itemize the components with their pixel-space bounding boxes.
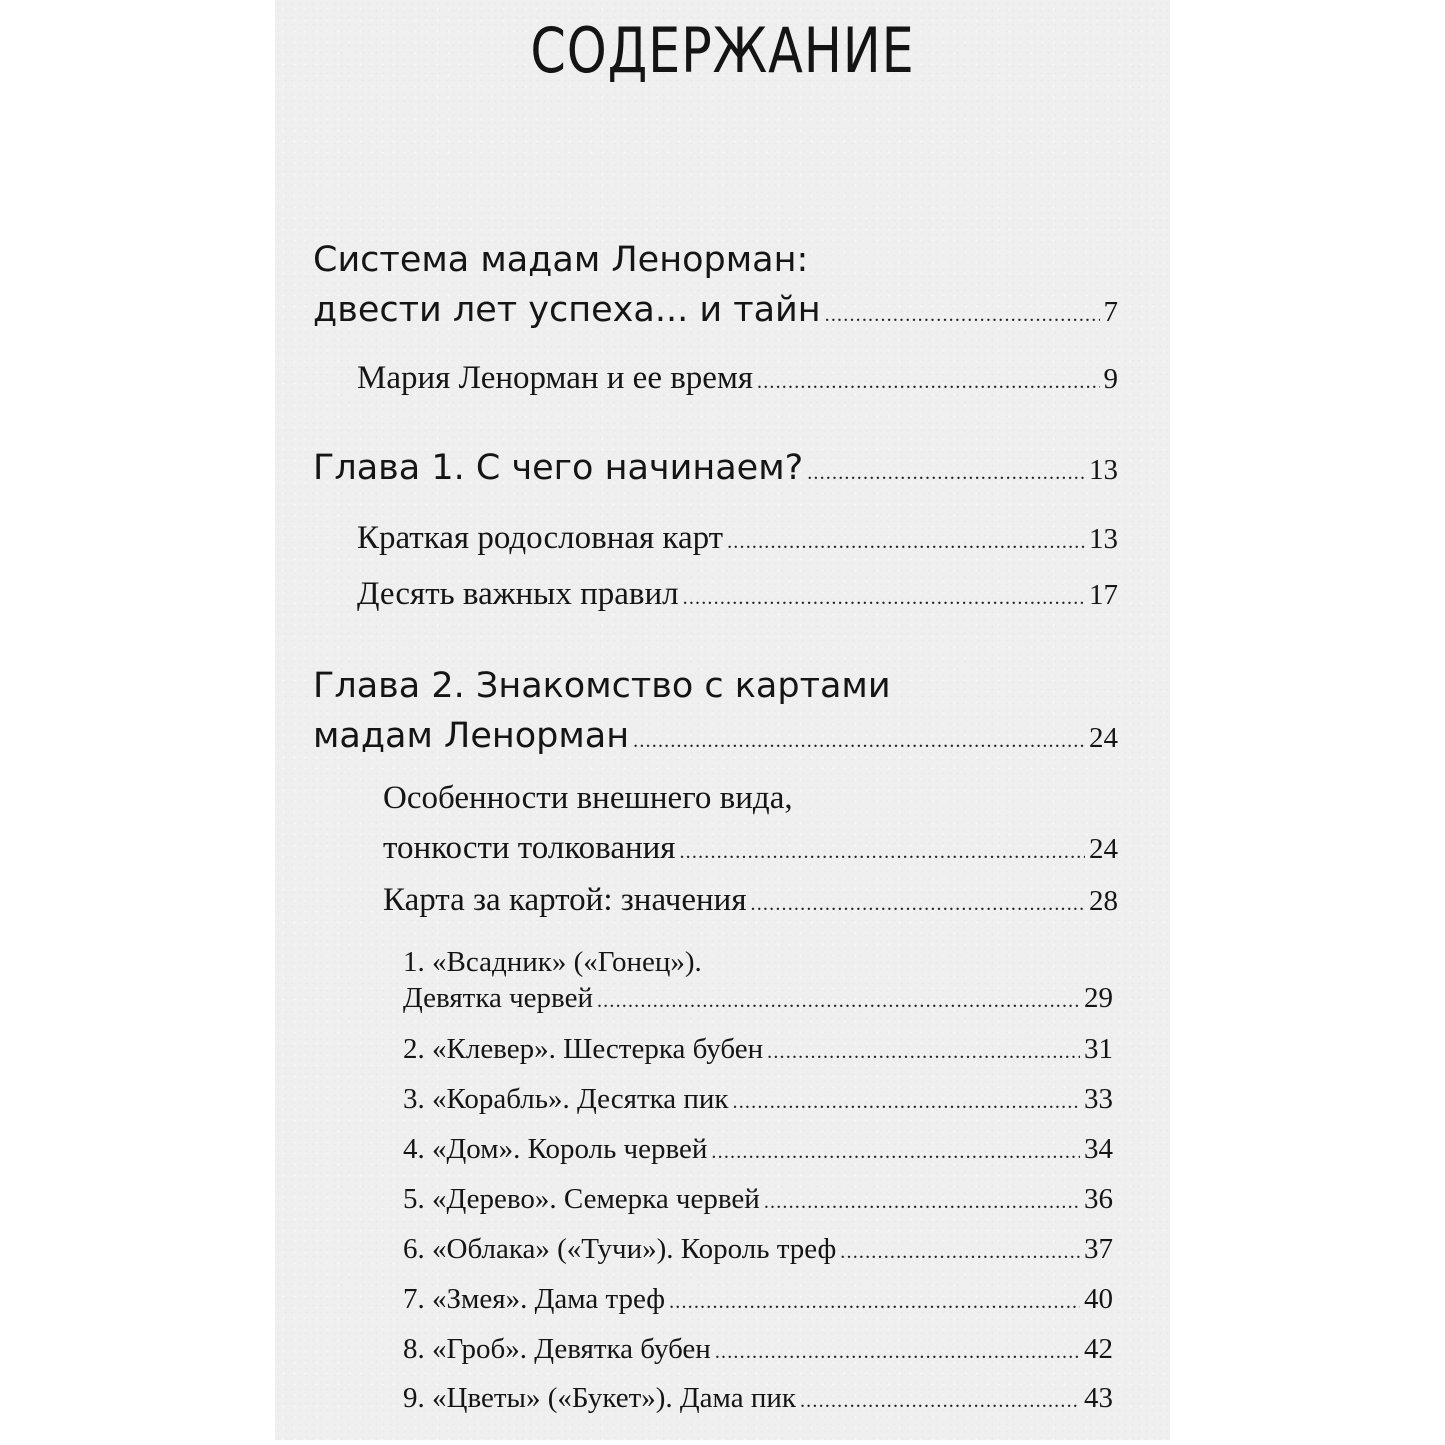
leader-dots: [767, 1041, 1080, 1064]
leader-dots: [633, 730, 1085, 753]
book-page: [275, 0, 1170, 1440]
toc-card-label: Девятка червей: [403, 982, 593, 1014]
toc-entry-line1: Особенности внешнего вида,: [383, 780, 793, 816]
page-number: 24: [1089, 722, 1118, 754]
page-number: 34: [1084, 1133, 1113, 1165]
toc-heading-label: двести лет успеха... и тайн: [313, 290, 821, 330]
leader-dots: [757, 371, 1100, 394]
toc-card-label: 9. «Цветы» («Букет»). Дама пик: [403, 1382, 796, 1414]
leader-dots: [807, 462, 1085, 485]
page-number: 13: [1089, 523, 1118, 555]
toc-card-label: 2. «Клевер». Шестерка бубен: [403, 1033, 764, 1065]
toc-card-entry[interactable]: [403, 1033, 1113, 1066]
toc-card-label: 8. «Гроб». Девятка бубен: [403, 1333, 711, 1365]
toc-card-entry[interactable]: [403, 982, 1113, 1015]
toc-card-entry[interactable]: [403, 1233, 1113, 1266]
page-number: 24: [1089, 833, 1118, 865]
toc-entry[interactable]: [357, 360, 1118, 397]
leader-dots: [683, 587, 1085, 610]
page-number: 28: [1089, 885, 1118, 917]
page-number: 33: [1084, 1083, 1113, 1115]
toc-entry[interactable]: [357, 576, 1118, 613]
toc-entry-label: Мария Ленорман и ее время: [357, 360, 753, 396]
leader-dots: [727, 531, 1085, 554]
toc-heading-entry[interactable]: [313, 716, 1118, 756]
toc-card-line1: 1. «Всадник» («Гонец»).: [403, 946, 702, 978]
page-number: 9: [1103, 363, 1118, 395]
page-number: 42: [1084, 1333, 1113, 1365]
toc-heading-line1: Система мадам Ленорман:: [313, 240, 809, 280]
leader-dots: [733, 1091, 1080, 1114]
toc-card-entry[interactable]: [403, 1283, 1113, 1316]
leader-dots: [825, 304, 1100, 327]
leader-dots: [751, 893, 1085, 916]
page-number: 17: [1089, 579, 1118, 611]
toc-card-entry[interactable]: [403, 1083, 1113, 1116]
toc-heading-label: мадам Ленорман: [313, 716, 630, 756]
toc-card-entry[interactable]: [403, 1382, 1113, 1415]
page-number: 36: [1084, 1183, 1113, 1215]
toc-heading-entry[interactable]: [313, 290, 1118, 330]
toc-entry-label: тонкости толкования: [383, 830, 676, 866]
toc-card-entry[interactable]: [403, 1183, 1113, 1216]
page-number: 43: [1084, 1382, 1113, 1414]
leader-dots: [669, 1291, 1080, 1314]
page-number: 13: [1089, 454, 1118, 486]
toc-heading-line1: Глава 2. Знакомство с картами: [313, 666, 891, 706]
toc-entry[interactable]: [357, 520, 1118, 557]
page-title: СОДЕРЖАНИЕ: [530, 14, 915, 87]
toc-entry[interactable]: [383, 882, 1118, 919]
page-number: 40: [1084, 1283, 1113, 1315]
leader-dots: [764, 1191, 1080, 1214]
leader-dots: [800, 1390, 1080, 1413]
leader-dots: [840, 1241, 1080, 1264]
toc-card-label: 5. «Дерево». Семерка червей: [403, 1183, 760, 1215]
toc-entry[interactable]: [383, 830, 1118, 867]
leader-dots: [679, 841, 1085, 864]
leader-dots: [597, 990, 1080, 1013]
toc-entry-label: Краткая родословная карт: [357, 520, 724, 556]
toc-heading-label: Глава 1. С чего начинаем?: [313, 448, 804, 488]
leader-dots: [711, 1141, 1080, 1164]
page-number: 7: [1103, 296, 1118, 328]
page-number: 31: [1084, 1033, 1113, 1065]
toc-entry-label: Десять важных правил: [357, 576, 679, 612]
toc-heading-entry[interactable]: [313, 448, 1118, 488]
toc-card-label: 7. «Змея». Дама треф: [403, 1283, 666, 1315]
toc-entry-label: Карта за картой: значения: [383, 882, 747, 918]
toc-card-entry[interactable]: [403, 1133, 1113, 1166]
page-number: 29: [1084, 982, 1113, 1014]
leader-dots: [715, 1341, 1080, 1364]
toc-card-label: 6. «Облака» («Тучи»). Король треф: [403, 1233, 837, 1265]
toc-card-label: 4. «Дом». Король червей: [403, 1133, 708, 1165]
page-number: 37: [1084, 1233, 1113, 1265]
toc-card-entry[interactable]: [403, 1333, 1113, 1366]
toc-card-label: 3. «Корабль». Десятка пик: [403, 1083, 729, 1115]
